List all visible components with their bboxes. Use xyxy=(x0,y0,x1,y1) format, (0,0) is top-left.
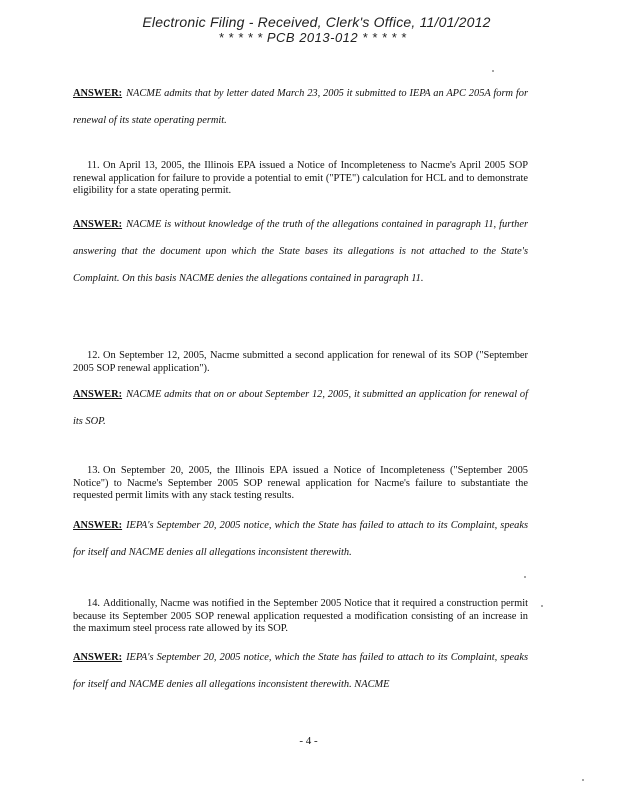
answer-13 xyxy=(73,512,528,566)
scan-speck xyxy=(582,779,584,781)
answer-label: ANSWER: xyxy=(73,520,123,531)
answer-label: ANSWER: xyxy=(73,389,123,400)
paragraph-number: 13. xyxy=(87,465,100,476)
paragraph-number: 12. xyxy=(87,350,100,361)
filing-header xyxy=(0,14,617,46)
filing-stamp-line: Electronic Filing - Received, Clerk's Office, 11/01/2012 xyxy=(142,14,491,30)
allegation-paragraph: 14. Additionally, Nacme was notified in the September 2005 Notice that it required a construction permit because its September 2005 SOP renewal application requested a modification consisting of an increase in the maximum steel process rate allowed by its SOP. xyxy=(73,598,528,634)
allegation-paragraph: 13. On September 20, 2005, the Illinois EPA issued a Notice of Incompleteness ("September 2005 Notice") to Nacme's September 2005 SOP renewal application for Nacme's failure to substantiate the requested permit limits with any stack testing results. xyxy=(73,465,528,501)
answer-paragraph: ANSWER: NACME is without knowledge of the truth of the allegations contained in paragraph 11, further answering that the document upon which the State bases its allegations is not attached to the State's Complaint. On this basis NACME denies the allegations contained in paragraph 11. xyxy=(73,219,528,284)
allegation-paragraph: 12. On September 12, 2005, Nacme submitted a second application for renewal of its SOP ("September 2005 SOP renewal application"). xyxy=(73,350,528,374)
scan-speck xyxy=(541,605,543,607)
answer-11 xyxy=(73,211,528,292)
answer-paragraph: ANSWER: NACME admits that on or about September 12, 2005, it submitted an application for renewal of its SOP. xyxy=(73,389,528,427)
answer-label: ANSWER: xyxy=(73,652,123,663)
case-number-line: * * * * * PCB 2013-012 * * * * * xyxy=(218,30,407,45)
answer-label: ANSWER: xyxy=(73,219,123,230)
answer-label: ANSWER: xyxy=(73,88,123,99)
answer-14 xyxy=(73,644,528,698)
answer-paragraph: ANSWER: IEPA's September 20, 2005 notice, which the State has failed to attach to its Complaint, speaks for itself and NACME denies all allegations inconsistent therewith. NACME xyxy=(73,652,528,690)
page-number: - 4 - xyxy=(299,735,318,747)
answer-paragraph: ANSWER: IEPA's September 20, 2005 notice, which the State has failed to attach to its Complaint, speaks for itself and NACME denies all allegations inconsistent therewith. xyxy=(73,520,528,558)
paragraph-number: 11. xyxy=(87,160,100,171)
answer-12 xyxy=(73,381,528,435)
allegation-paragraph: 11. On April 13, 2005, the Illinois EPA issued a Notice of Incompleteness to Nacme's April 2005 SOP renewal application for failure to provide a potential to emit ("PTE") calculation for HCL and to demonstrate eligibility for a state operating permit. xyxy=(73,160,528,196)
paragraph-number: 14. xyxy=(87,598,100,609)
scan-speck xyxy=(524,576,526,578)
paragraph-11 xyxy=(73,160,528,198)
scan-speck xyxy=(492,70,494,72)
paragraph-12 xyxy=(73,350,528,375)
answer-paragraph: ANSWER: NACME admits that by letter dated March 23, 2005 it submitted to IEPA an APC 205A form for renewal of its state operating permit. xyxy=(73,88,528,126)
answer-10 xyxy=(73,80,528,134)
paragraph-14 xyxy=(73,598,528,636)
paragraph-13 xyxy=(73,465,528,503)
